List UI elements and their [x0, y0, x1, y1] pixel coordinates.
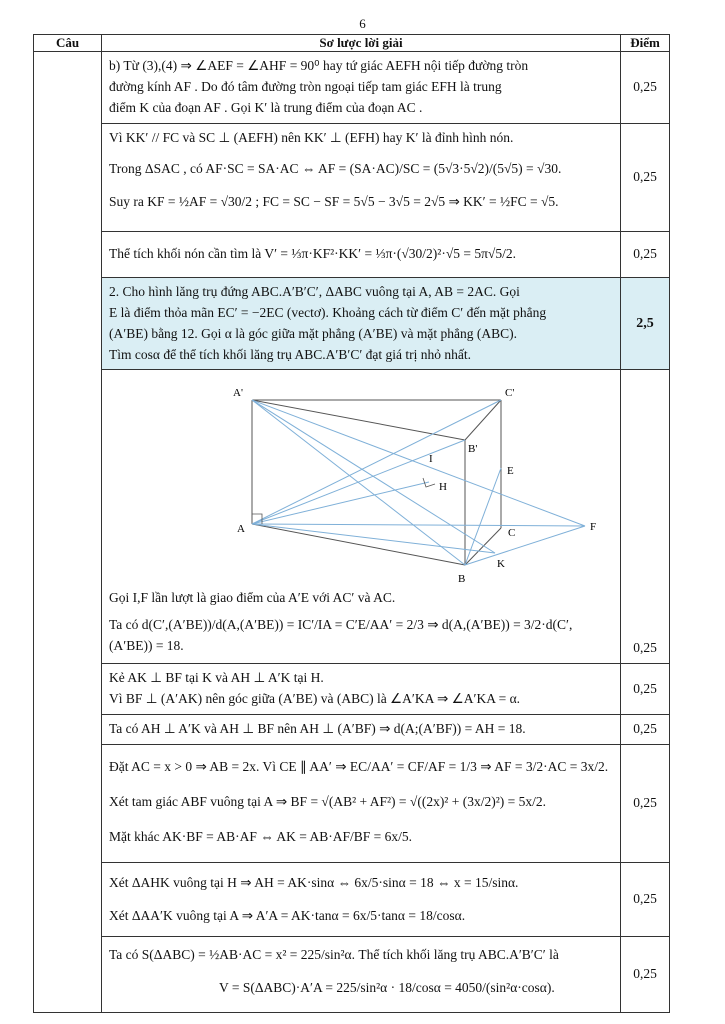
- label-a1: A': [233, 387, 243, 400]
- line-ah: [252, 482, 429, 524]
- solution-line: Suy ra KF = ½AF = √30/2 ; FC = SC − SF = 5√5 − 3√5 = 2√5 ⇒ KK′ = ½FC = √5.: [109, 193, 559, 209]
- score-cell: 0,25: [621, 231, 670, 277]
- solution-cell: [102, 664, 621, 715]
- label-a: A: [237, 523, 245, 536]
- edge-ab: [252, 524, 465, 565]
- header-cau: Câu: [34, 35, 102, 52]
- prism-figure: [109, 374, 614, 588]
- table-row: [34, 745, 670, 863]
- table-header: [34, 35, 670, 52]
- solution-line: Gọi I,F lần lượt là giao điểm của A′E với AC′ và AC.: [109, 590, 396, 606]
- solution-line: Trong ΔSAC , có AF·SC = SA·AC ⇔ AF = (SA·AC)/SC = (5√3·5√2)/(5√5) = √30.: [109, 160, 562, 176]
- solution-cell: [102, 745, 621, 863]
- table-row: [34, 123, 670, 231]
- label-c: C: [508, 527, 516, 540]
- label-b: B: [458, 573, 466, 586]
- line-ac1: [252, 400, 501, 524]
- score-cell: 0,25: [621, 52, 670, 124]
- table-row: [34, 664, 670, 715]
- solution-cell: [102, 715, 621, 745]
- solution-line: điểm K của đoạn AF . Gọi K′ là trung điểm của đoạn AC .: [109, 99, 423, 115]
- score-cell: 2,5: [621, 277, 670, 370]
- solution-line: Ta có d(C′,(A′BE))/d(A,(A′BE)) = IC′/IA = C′E/AA′ = 2/3 ⇒ d(A,(A′BE)) = 3/2·d(C′,(A′BE)) = 18.: [109, 617, 573, 654]
- table-row: [34, 715, 670, 745]
- label-e: E: [507, 465, 514, 478]
- label-h: H: [439, 481, 447, 494]
- score-cell: 0,25: [621, 745, 670, 863]
- table-row: [34, 370, 670, 664]
- label-i: I: [429, 453, 433, 466]
- solution-cell: [102, 231, 621, 277]
- solution-line: Xét ΔAA′K vuông tại A ⇒ A′A = AK·tanα = 6x/5·tanα = 18/cosα.: [109, 907, 466, 923]
- solution-line: Thể tích khối nón cần tìm là V′ = ⅓π·KF²·KK′ = ⅓π·(√30/2)²·√5 = 5π√5/2.: [109, 245, 516, 261]
- edge-b1c1: [465, 400, 501, 440]
- line-a1f: [252, 400, 585, 526]
- score-cell: 0,25: [621, 370, 670, 664]
- line-af: [252, 524, 585, 526]
- solution-table: [33, 34, 670, 1013]
- solution-line: Ta có S(ΔABC) = ½AB·AC = x² = 225/sin²α. Thể tích khối lăng trụ ABC.A′B′C′ là: [109, 947, 559, 963]
- label-b1: B': [468, 443, 478, 456]
- solution-line: V = S(ΔABC)·A′A = 225/sin²α · 18/cosα = 4050/(sin²α·cosα).: [219, 979, 555, 995]
- score-cell: 0,25: [621, 664, 670, 715]
- header-score: Điểm: [621, 35, 670, 52]
- problem-line: E là điểm thỏa mãn EC′ = −2EC (vectơ). Khoảng cách từ điểm C′ đến mặt phẳng: [109, 304, 547, 320]
- page-number: 6: [359, 16, 366, 31]
- problem-line: (A′BE) bằng 12. Gọi α là góc giữa mặt phẳng (A′BE) và mặt phẳng (ABC).: [109, 325, 517, 341]
- solution-line: đường kính AF . Do đó tâm đường tròn ngoại tiếp tam giác EFH là trung: [109, 78, 502, 94]
- solution-line: Xét tam giác ABF vuông tại A ⇒ BF = √(AB² + AF²) = √((2x)² + (3x/2)²) = 5x/2.: [109, 793, 546, 809]
- table-row: [34, 863, 670, 937]
- solution-cell: [102, 863, 621, 937]
- score-cell: 0,25: [621, 123, 670, 231]
- problem-line: Tìm cosα để thể tích khối lăng trụ ABC.A′B′C′ đạt giá trị nhỏ nhất.: [109, 346, 472, 362]
- prism-diagram: [233, 378, 613, 588]
- line-ab1: [252, 440, 465, 524]
- solution-cell: [102, 52, 621, 124]
- table-row: [34, 937, 670, 1013]
- solution-cell: [102, 123, 621, 231]
- cau-cell: [34, 52, 102, 1013]
- solution-line: Kẻ AK ⊥ BF tại K và AH ⊥ A′K tại H.: [109, 670, 324, 686]
- label-f: F: [590, 521, 597, 534]
- score-cell: 0,25: [621, 937, 670, 1013]
- label-k: K: [497, 558, 505, 571]
- solution-line: Ta có AH ⊥ A′K và AH ⊥ BF nên AH ⊥ (A′BF) ⇒ d(A;(A′BF)) = AH = 18.: [109, 721, 526, 737]
- problem-line: 2. Cho hình lăng trụ đứng ABC.A′B′C′, ΔABC vuông tại A, AB = 2AC. Gọi: [109, 283, 520, 299]
- problem-row: [34, 277, 670, 370]
- problem-cell: [102, 277, 621, 370]
- solution-line: Vì KK′ // FC và SC ⊥ (AEFH) nên KK′ ⊥ (EFH) hay K′ là đỉnh hình nón.: [109, 129, 514, 145]
- label-c1: C': [505, 387, 515, 400]
- solution-line: Vì BF ⊥ (A′AK) nên góc giữa (A′BE) và (ABC) là ∠A′KA ⇒ ∠A′KA = α.: [109, 691, 521, 707]
- table-row: [34, 52, 670, 124]
- score-cell: 0,25: [621, 715, 670, 745]
- solution-line: Mặt khác AK·BF = AB·AF ⇔ AK = AB·AF/BF = 6x/5.: [109, 828, 412, 844]
- table-row: [34, 231, 670, 277]
- score-cell: 0,25: [621, 863, 670, 937]
- figure-cell: [102, 370, 621, 664]
- header-solution: Sơ lược lời giải: [102, 35, 621, 52]
- solution-line: Xét ΔAHK vuông tại H ⇒ AH = AK·sinα ⇔ 6x/5·sinα = 18 ⇔ x = 15/sinα.: [109, 875, 519, 891]
- line-ak: [252, 524, 495, 553]
- solution-line: b) Từ (3),(4) ⇒ ∠AEF = ∠AHF = 90⁰ hay tứ giác AEFH nội tiếp đường tròn: [109, 58, 529, 73]
- solution-cell: [102, 937, 621, 1013]
- solution-line: Đặt AC = x > 0 ⇒ AB = 2x. Vì CE ∥ AA′ ⇒ EC/AA′ = CF/AF = 1/3 ⇒ AF = 3/2·AC = 3x/2.: [109, 759, 609, 775]
